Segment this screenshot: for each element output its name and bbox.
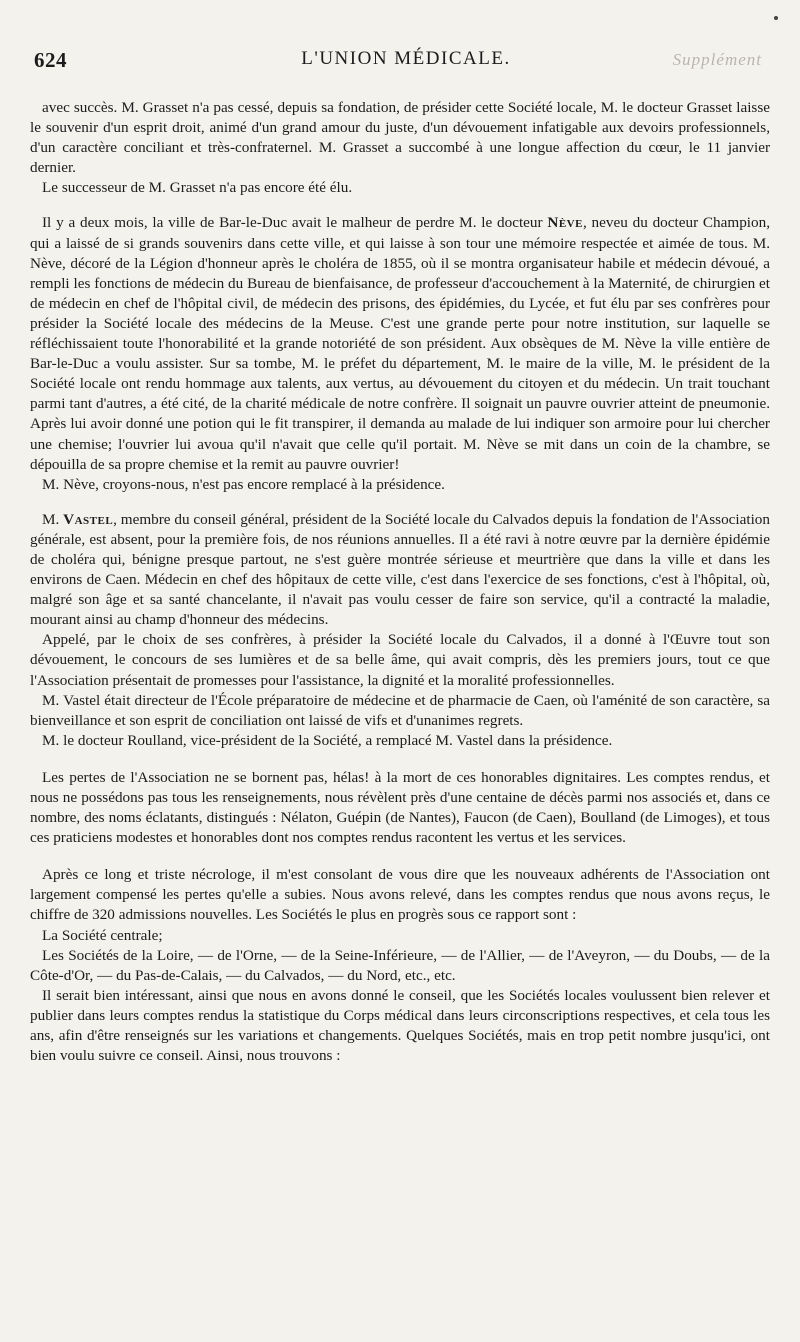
running-head: L'UNION MÉDICALE. xyxy=(301,48,511,69)
paragraph-statistics xyxy=(30,986,770,1066)
paragraph-text: Il y a deux mois, la ville de Bar-le-Duc avait le malheur de perdre M. le docteur xyxy=(42,214,548,232)
paragraph-text: Le successeur de M. Grasset n'a pas encore été élu. xyxy=(42,179,353,197)
paragraph-new-members xyxy=(30,865,770,925)
paragraph-vastel xyxy=(30,510,770,631)
paragraph-text: M. le docteur Roulland, vice-président de la Société, a remplacé M. Vastel dans la présidence. xyxy=(42,731,613,749)
person-name: Vastel xyxy=(63,510,114,528)
paragraph-text: Après ce long et triste nécrologe, il m'est consolant de vous dire que les nouveaux adhérents de l'Association ont largement compensé les pertes qu'elle a subies. Nous avons relevé, dans les comptes rendus que nous avons reçus, le chiffre de 320 admissions nouvelles. Les Sociétés le plus en progrès sous ce rapport sont : xyxy=(30,866,770,924)
paragraph-text: Les pertes de l'Association ne se bornent pas, hélas! à la mort de ces honorables dignitaires. Les comptes rendus, et nous ne possédons pas tous les renseignements, nous révèlent près d'une centaine de décès parmi nos associés et, dans ce nombre, des noms éclatants, distingués : Nélaton, Guépin (de Nantes), Faucon (de Caen), Boulland (de Limoges), et tous ces praticiens modestes et honorables dont nos comptes rendus racontent les vertus et les services. xyxy=(30,768,770,847)
body-text xyxy=(30,98,770,1066)
page-header xyxy=(26,48,786,82)
person-name: Nève xyxy=(547,214,583,232)
paragraph-losses xyxy=(30,768,770,848)
paragraph-text: M. Vastel était directeur de l'École préparatoire de médecine et de pharmacie de Caen, où l'aménité de son caractère, sa bienveillance et son esprit de conciliation ont laissé de vifs et d'unanimes regrets. xyxy=(30,691,770,729)
paragraph-text: , neveu du docteur Champion, qui a laissé de si grands souvenirs dans cette ville, et qui laisse à son tour une mémoire respectée et aimée de tous. M. Nève, décoré de la Légion d'honneur après le choléra de 1855, où il se montra organisateur habile et médecin dévoué, a rempli les fonctions de médecin du Bureau de bienfaisance, de professeur d'accouchement à la Maternité, de chirurgien et de médecin en chef de l'hôpital civil, de médecin des prisons, des épidémies, du Lycée, et fut élu par ses confrères pour présider la Société locale des médecins de la Meuse. C'est une grande perte pour notre institution, sur laquelle se réfléchissaient toute l'honorabilité et la grande notoriété de son président. Aux obsèques de M. Nève la ville entière de Bar-le-Duc a voulu assister. Sur sa tombe, M. le préfet du département, M. le maire de la ville, M. le président de la Société locale ont rendu hommage aux talents, aux vertus, au dévouement du citoyen et du médecin. Un trait touchant parmi tant d'autres, a été cité, de la charité médicale de notre confrère. Il soignait un pauvre ouvrier atteint de pneumonie. Après lui avoir donné une potion qui le fit transpirer, il demanda au malade de lui indiquer son armoire pour lui chercher une chemise; l'ouvrier lui avoua qu'il n'avait que celle qu'il portait. M. Nève se mit dans un coin de la chambre, se dépouilla de sa propre chemise et la remit au pauvre ouvrier! xyxy=(30,214,770,473)
paragraph-text: Il serait bien intéressant, ainsi que nous en avons donné le conseil, que les Sociétés locales voulussent bien relever et publier dans leurs comptes rendus la statistique du Corps médical dans leurs circonscriptions respectives, et cela tous les ans, afin d'être renseignés sur les variations et changements. Quelques Sociétés, mais en trop petit nombre jusqu'ici, ont bien voulu suivre ce conseil. Ainsi, nous trouvons : xyxy=(30,986,770,1065)
page-number: 624 xyxy=(34,48,67,72)
paragraph-neve-successor xyxy=(30,475,770,495)
paragraph-text: Appelé, par le choix de ses confrères, à présider la Société locale du Calvados, il a donné à l'Œuvre tout son dévouement, le concours de ses lumières et de sa belle âme, qui avait compris, dès les premiers jours, tout ce que l'Association présentait de promesses pour l'assistance, la dignité et la moralité professionnelles. xyxy=(30,631,770,689)
paragraph-text: Les Sociétés de la Loire, — de l'Orne, — de la Seine-Inférieure, — de l'Allier, — de l'Aveyron, — du Doubs, — de la Côte-d'Or, — du Pas-de-Calais, — du Calvados, — du Nord, etc., etc. xyxy=(30,946,770,984)
paragraph-vastel-school xyxy=(30,691,770,731)
paragraph-text: avec succès. M. Grasset n'a pas cessé, depuis sa fondation, de présider cette Société locale, M. le docteur Grasset laisse le souvenir d'un esprit droit, animé d'un grand amour du juste, d'un dévouement infatigable aux devoirs professionnels, d'un caractère conciliant et très-confraternel. M. Grasset a succombé à une longue affection du cœur, le 11 janvier dernier. xyxy=(30,99,770,177)
ink-speck xyxy=(774,16,778,20)
paragraph-central-society xyxy=(30,926,770,946)
paragraph-societies-list xyxy=(30,946,770,986)
paragraph-text: , membre du conseil général, président de la Société locale du Calvados depuis la fondation de l'Association générale, est absent, pour la première fois, de nos réunions annuelles. Il a été ravi à notre œuvre par la dernière épidémie de choléra qui, bénigne presque partout, ne s'est guère montrée sérieuse et meurtrière que dans la ville et dans les environs de Caen. Médecin en chef des hôpitaux de cette ville, c'est dans l'exercice de ses fonctions, c'est à l'hôpital, où, malgré son âge et sa santé chancelante, il n'avait pas voulu cesser de faire son service, qu'il a contracté la maladie, mourant ainsi au champ d'honneur des médecins. xyxy=(30,510,770,629)
paragraph-text: M. xyxy=(42,510,64,528)
paragraph-vastel-role xyxy=(30,630,770,690)
paragraph-neve xyxy=(30,213,770,474)
paragraph-grasset xyxy=(30,98,770,178)
paragraph-vastel-successor xyxy=(30,731,770,751)
paragraph-text: La Société centrale; xyxy=(42,926,163,944)
paragraph-grasset-successor xyxy=(30,178,770,198)
bleed-through-text: Supplément xyxy=(672,50,762,69)
paragraph-text: M. Nève, croyons-nous, n'est pas encore remplacé à la présidence. xyxy=(42,475,445,493)
